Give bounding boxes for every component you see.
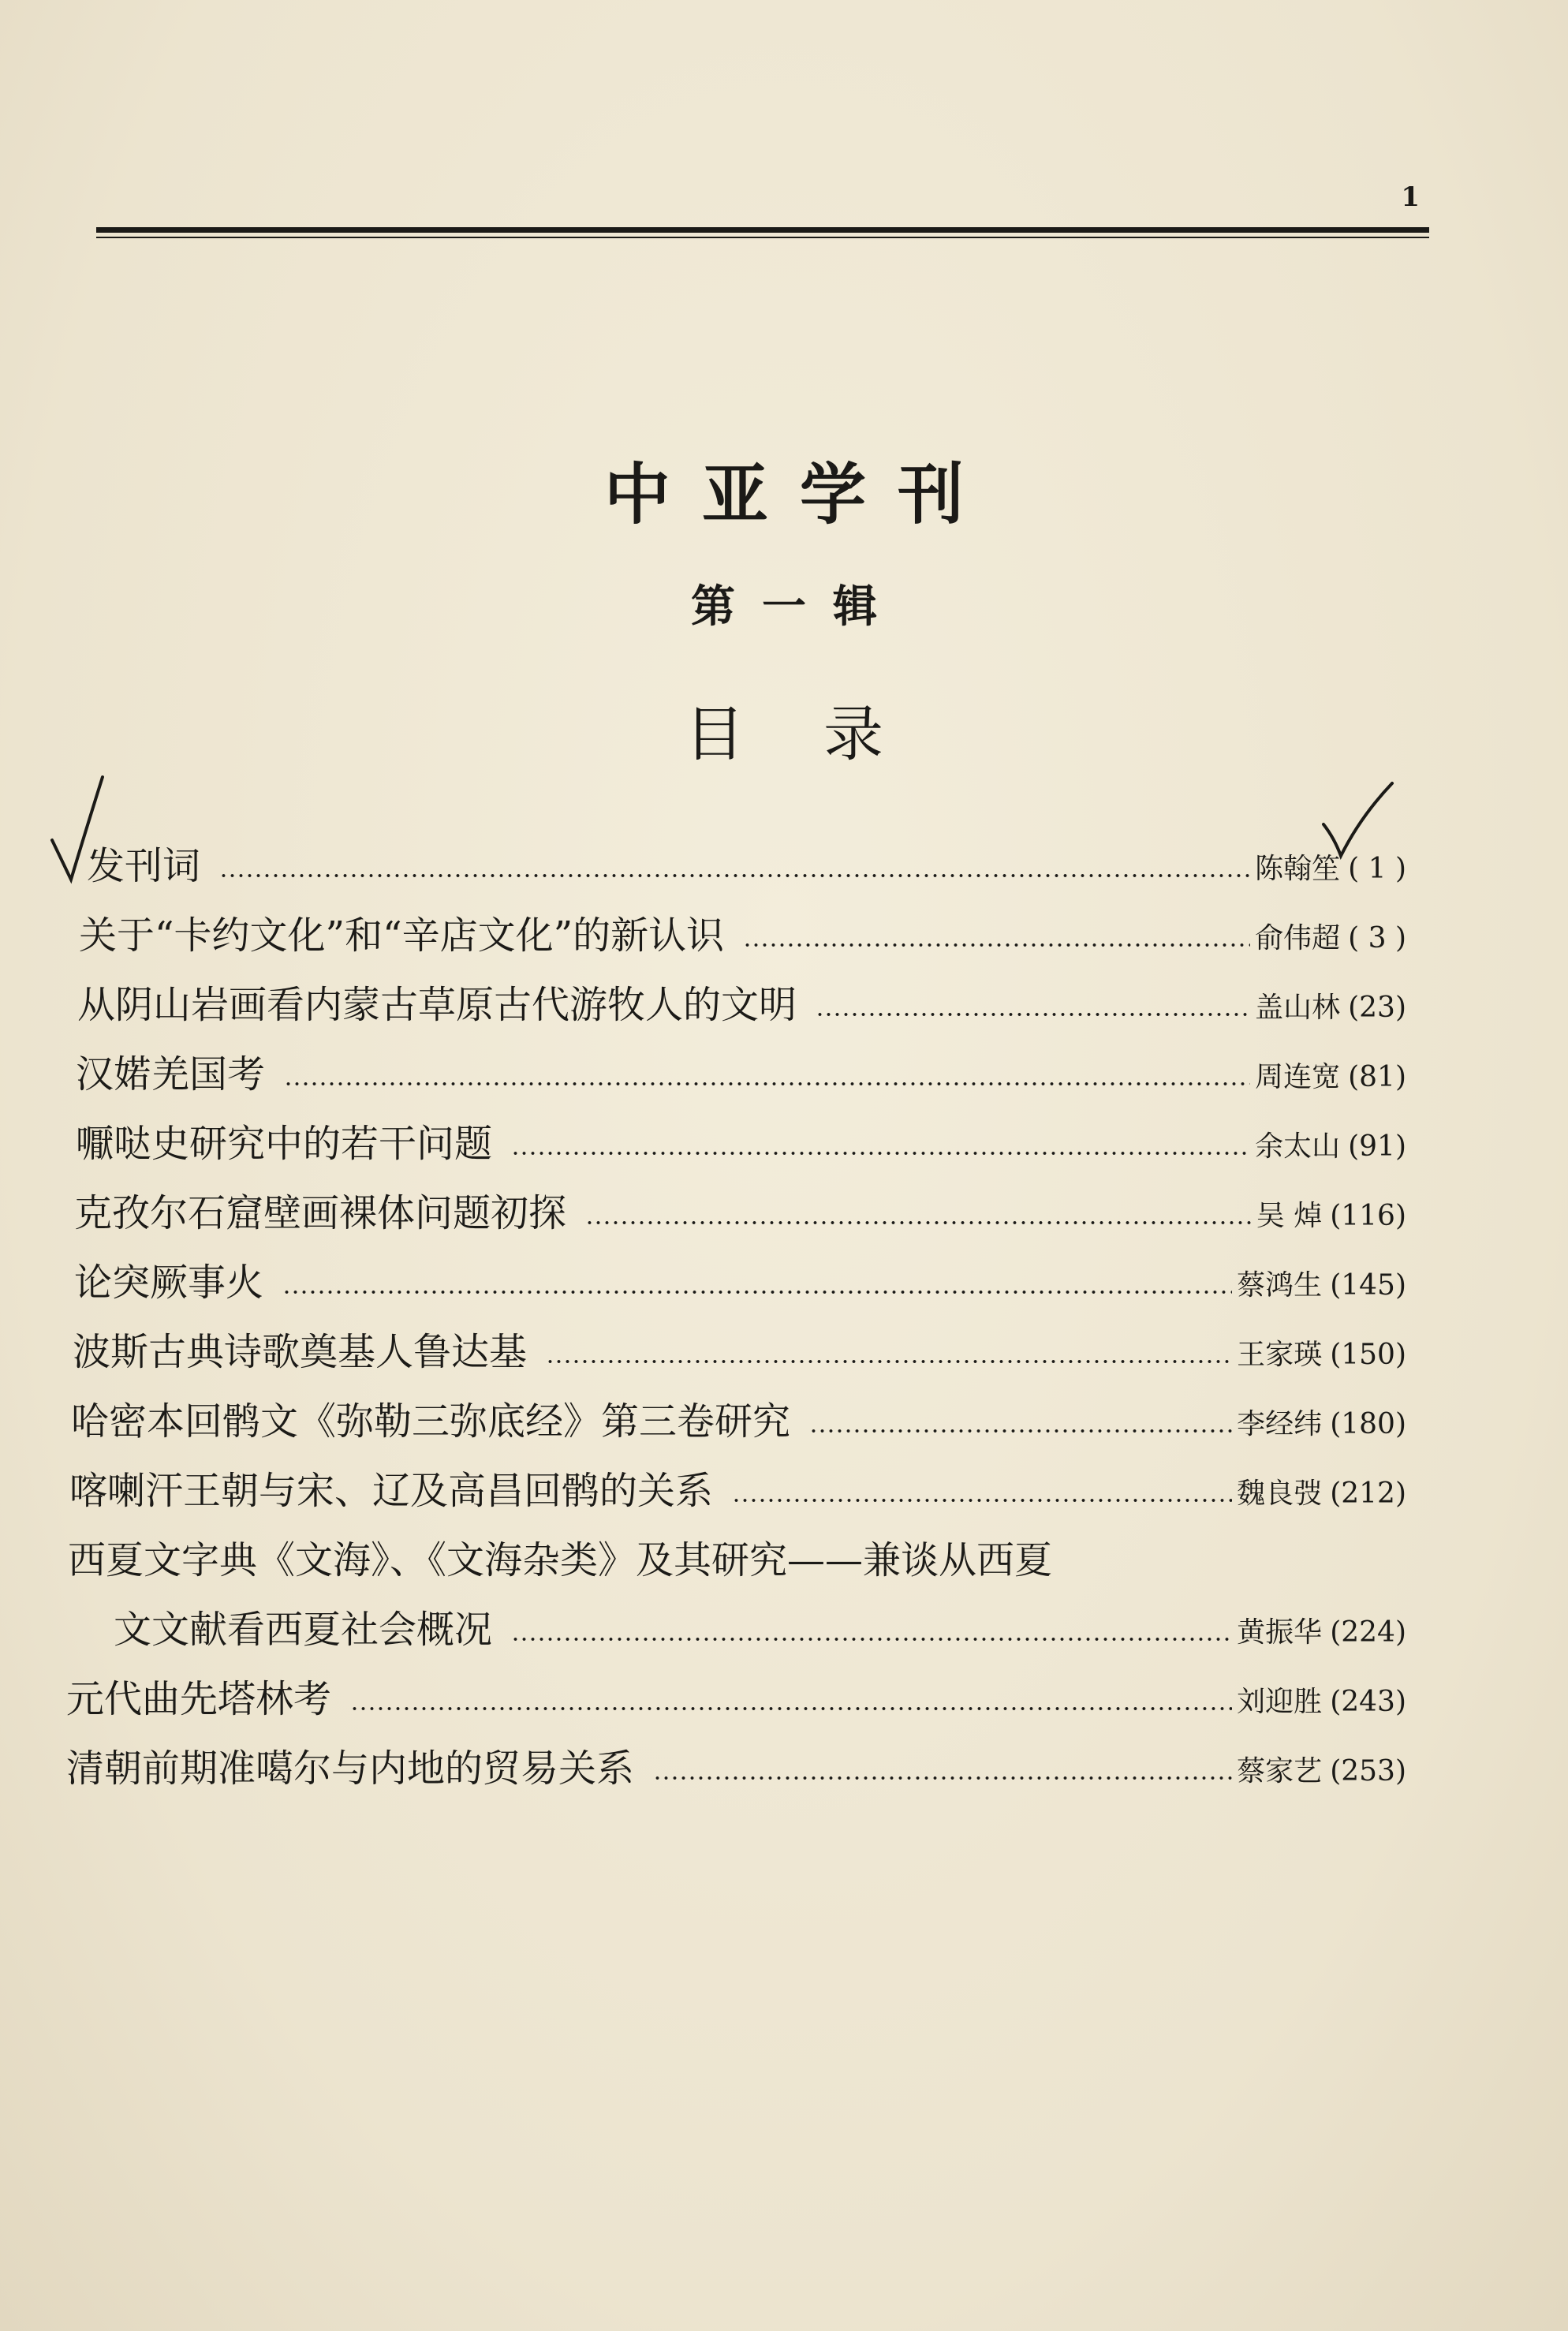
journal-title: 中亚学刊 bbox=[603, 455, 995, 533]
toc-leader bbox=[511, 1636, 1232, 1642]
toc-entry-title: 克孜尔石窟壁画裸体问题初探 bbox=[74, 1191, 567, 1235]
toc-entry[interactable] bbox=[71, 1377, 1406, 1444]
toc-entry[interactable] bbox=[79, 891, 1406, 958]
toc-entry-continuation[interactable] bbox=[114, 1586, 1406, 1652]
toc-entry-title: 文文献看西夏社会概况 bbox=[114, 1608, 493, 1652]
toc-entry-page: (23) bbox=[1348, 992, 1406, 1024]
toc-entry-page: (180) bbox=[1330, 1408, 1406, 1440]
toc-entry-page: (253) bbox=[1330, 1755, 1406, 1787]
toc-entry-author: 蔡家艺 bbox=[1237, 1755, 1323, 1787]
toc-entry-page: (91) bbox=[1348, 1130, 1406, 1163]
toc-entry-page: ( 3 ) bbox=[1348, 922, 1406, 954]
toc-entry-author: 李经纬 bbox=[1237, 1408, 1323, 1440]
toc-entry[interactable] bbox=[69, 1447, 1406, 1513]
toc-entry-title: 元代曲先塔林考 bbox=[66, 1677, 332, 1721]
toc-entry-page: (81) bbox=[1348, 1061, 1406, 1093]
toc-leader bbox=[585, 1220, 1252, 1226]
toc-entry-title: 汉婼羌国考 bbox=[76, 1052, 266, 1096]
toc-entry-title: 喀喇汗王朝与宋、辽及高昌回鹘的关系 bbox=[69, 1469, 714, 1513]
toc-entry-title: 从阴山岩画看内蒙古草原古代游牧人的文明 bbox=[77, 983, 797, 1027]
toc-entry-page: (212) bbox=[1330, 1477, 1406, 1510]
toc-entry-author: 王家瑛 bbox=[1237, 1339, 1323, 1371]
toc-entry-page: (145) bbox=[1330, 1269, 1406, 1302]
toc-entry-page: (224) bbox=[1330, 1616, 1406, 1649]
toc-entry-author: 俞伟超 bbox=[1255, 922, 1341, 954]
toc-leader bbox=[350, 1705, 1232, 1712]
toc-entry-title: 关于“卡约文化”和“辛店文化”的新认识 bbox=[79, 913, 725, 958]
toc-entry-title: 嚈哒史研究中的若干问题 bbox=[76, 1122, 493, 1166]
toc-entry-title: 哈密本回鹘文《弥勒三弥底经》第三卷研究 bbox=[71, 1399, 791, 1444]
toc-entry[interactable] bbox=[66, 1655, 1406, 1721]
toc-entry-author: 魏良弢 bbox=[1237, 1477, 1323, 1510]
toc-leader bbox=[816, 1011, 1250, 1018]
volume-label: 第一辑 bbox=[691, 581, 904, 633]
toc-leader bbox=[546, 1358, 1232, 1365]
toc-entry-author: 余太山 bbox=[1255, 1130, 1341, 1163]
toc-entry-title: 波斯古典诗歌奠基人鲁达基 bbox=[73, 1330, 528, 1374]
toc-leader bbox=[732, 1497, 1232, 1504]
toc-entry[interactable] bbox=[74, 1238, 1406, 1305]
toc-entry[interactable] bbox=[76, 1030, 1406, 1096]
toc-entry[interactable] bbox=[77, 961, 1406, 1027]
toc-entry-author: 吴 焯 bbox=[1256, 1200, 1323, 1232]
toc-entry-page: (116) bbox=[1330, 1200, 1406, 1232]
toc-entry-author: 刘迎胜 bbox=[1237, 1686, 1323, 1718]
toc-entry[interactable] bbox=[66, 1724, 1406, 1791]
toc-leader bbox=[743, 942, 1250, 948]
toc-leader bbox=[653, 1775, 1232, 1781]
toc-entry[interactable] bbox=[76, 1100, 1406, 1166]
toc-entry-author: 周连宽 bbox=[1255, 1061, 1341, 1093]
toc-leader bbox=[809, 1428, 1232, 1434]
toc-leader bbox=[511, 1150, 1250, 1156]
toc-entry-title: 论突厥事火 bbox=[74, 1261, 264, 1305]
toc-entry[interactable] bbox=[87, 822, 1406, 888]
toc-entry[interactable] bbox=[74, 1169, 1406, 1235]
toc-entry-author: 蔡鸿生 bbox=[1237, 1269, 1323, 1302]
toc-entry-page: ( 1 ) bbox=[1348, 853, 1406, 885]
toc-leader bbox=[282, 1289, 1232, 1295]
toc-entry-author: 盖山林 bbox=[1255, 992, 1341, 1024]
toc-entry-title: 发刊词 bbox=[87, 844, 201, 888]
toc-entry-author: 黄振华 bbox=[1237, 1616, 1323, 1649]
toc-leader bbox=[284, 1081, 1250, 1087]
toc-entry-author: 陈翰笙 bbox=[1255, 853, 1341, 885]
toc-entry-title: 西夏文字典《文海》、《文海杂类》及其研究——兼谈从西夏 bbox=[68, 1538, 1053, 1582]
toc-entry-title: 清朝前期准噶尔与内地的贸易关系 bbox=[66, 1746, 635, 1791]
toc-entry-page: (243) bbox=[1330, 1686, 1406, 1718]
contents-heading: 目录 bbox=[685, 699, 962, 769]
toc-leader bbox=[219, 872, 1250, 879]
toc-entry[interactable] bbox=[73, 1308, 1406, 1374]
toc-entry[interactable] bbox=[68, 1516, 1406, 1582]
page-number: 1 bbox=[1401, 181, 1420, 213]
toc-entry-page: (150) bbox=[1330, 1339, 1406, 1371]
